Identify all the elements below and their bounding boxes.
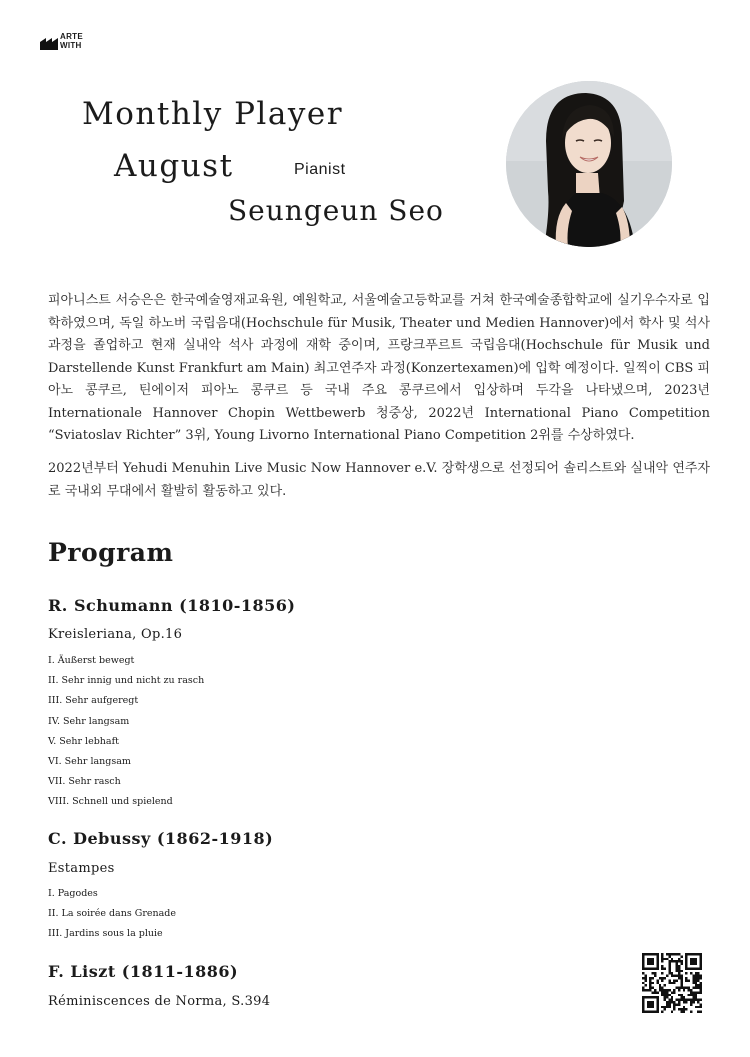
work-estampes: Estampes: [48, 861, 115, 876]
movement-item: V. Sehr lebhaft: [48, 735, 119, 747]
movement-item: I. Äußerst bewegt: [48, 655, 135, 666]
movement-item: II. Sehr innig und nicht zu rasch: [48, 675, 205, 687]
title-monthly-player: Monthly Player: [82, 96, 344, 132]
bio-paragraph-1: 피아니스트 서승은은 한국예술영재교육원, 예원학교, 서울예술고등학교를 거쳐 한국예술종합학교에 실기우수자로 입학하였으며, 독일 하노버 국립음대(Hochschule für Musik, Theater und Medien Hannover)에서 학사 및 석사 과정을 졸업하고 현재 실내악 석사 과정에 재학 중이며, 프랑크푸르트 국립음대(Hochschule für Musik und Darstellende Kunst Frankfurt am Main) 최고연주자 과정(Konzertexamen)에 입학 예정이다. 일찍이 CBS 피아노 콩쿠르, 틴에이저 피아노 콩쿠르 등 국내 주요 콩쿠르에서 입상하며 두각을 나타냈으며, 2023년 Internationale Hannover Chopin Wettbewerb 청중상, 2022년 International Piano Competition “Sviatoslav Richter” 3위, Young Livorno International Piano Competition 2위를 수상하였다.: [48, 293, 710, 443]
composer-schumann: R. Schumann (1810-1856): [48, 596, 296, 615]
logo-mark-icon: [40, 36, 58, 50]
arte-with-logo: [40, 30, 100, 56]
movement-item: VII. Sehr rasch: [48, 776, 121, 788]
movement-item: II. La soirée dans Grenade: [48, 908, 176, 920]
movement-item: VIII. Schnell und spielend: [48, 796, 173, 808]
artist-portrait: [506, 81, 672, 247]
movement-item: VI. Sehr langsam: [48, 755, 131, 767]
movement-list-schumann: [48, 654, 204, 816]
artist-role: Pianist: [294, 161, 346, 178]
title-month: August: [114, 148, 234, 184]
work-norma: Réminiscences de Norma, S.394: [48, 994, 271, 1009]
portrait-illustration: [506, 81, 672, 247]
logo-line-2: WITH: [60, 40, 82, 50]
movement-item: III. Jardins sous la pluie: [48, 928, 163, 940]
movement-list-debussy: [48, 887, 176, 948]
composer-debussy: C. Debussy (1862-1918): [48, 829, 274, 848]
composer-liszt: F. Liszt (1811-1886): [48, 962, 239, 981]
bio-paragraph-2: 2022년부터 Yehudi Menuhin Live Music Now Hannover e.V. 장학생으로 선정되어 솔리스트와 실내악 연주자로 국내외 무대에서 활발히 활동하고 있다.: [48, 461, 710, 499]
movement-item: III. Sehr aufgeregt: [48, 695, 139, 707]
program-heading: Program: [48, 538, 174, 567]
logo-wordmark: [60, 33, 83, 50]
work-kreisleriana: Kreisleriana, Op.16: [48, 627, 183, 642]
logo-line-1: ARTE: [60, 32, 83, 41]
movement-item: I. Pagodes: [48, 888, 98, 899]
movement-item: IV. Sehr langsam: [48, 715, 130, 727]
artist-name: Seungeun Seo: [228, 194, 444, 227]
qr-code-icon[interactable]: [642, 953, 702, 1013]
